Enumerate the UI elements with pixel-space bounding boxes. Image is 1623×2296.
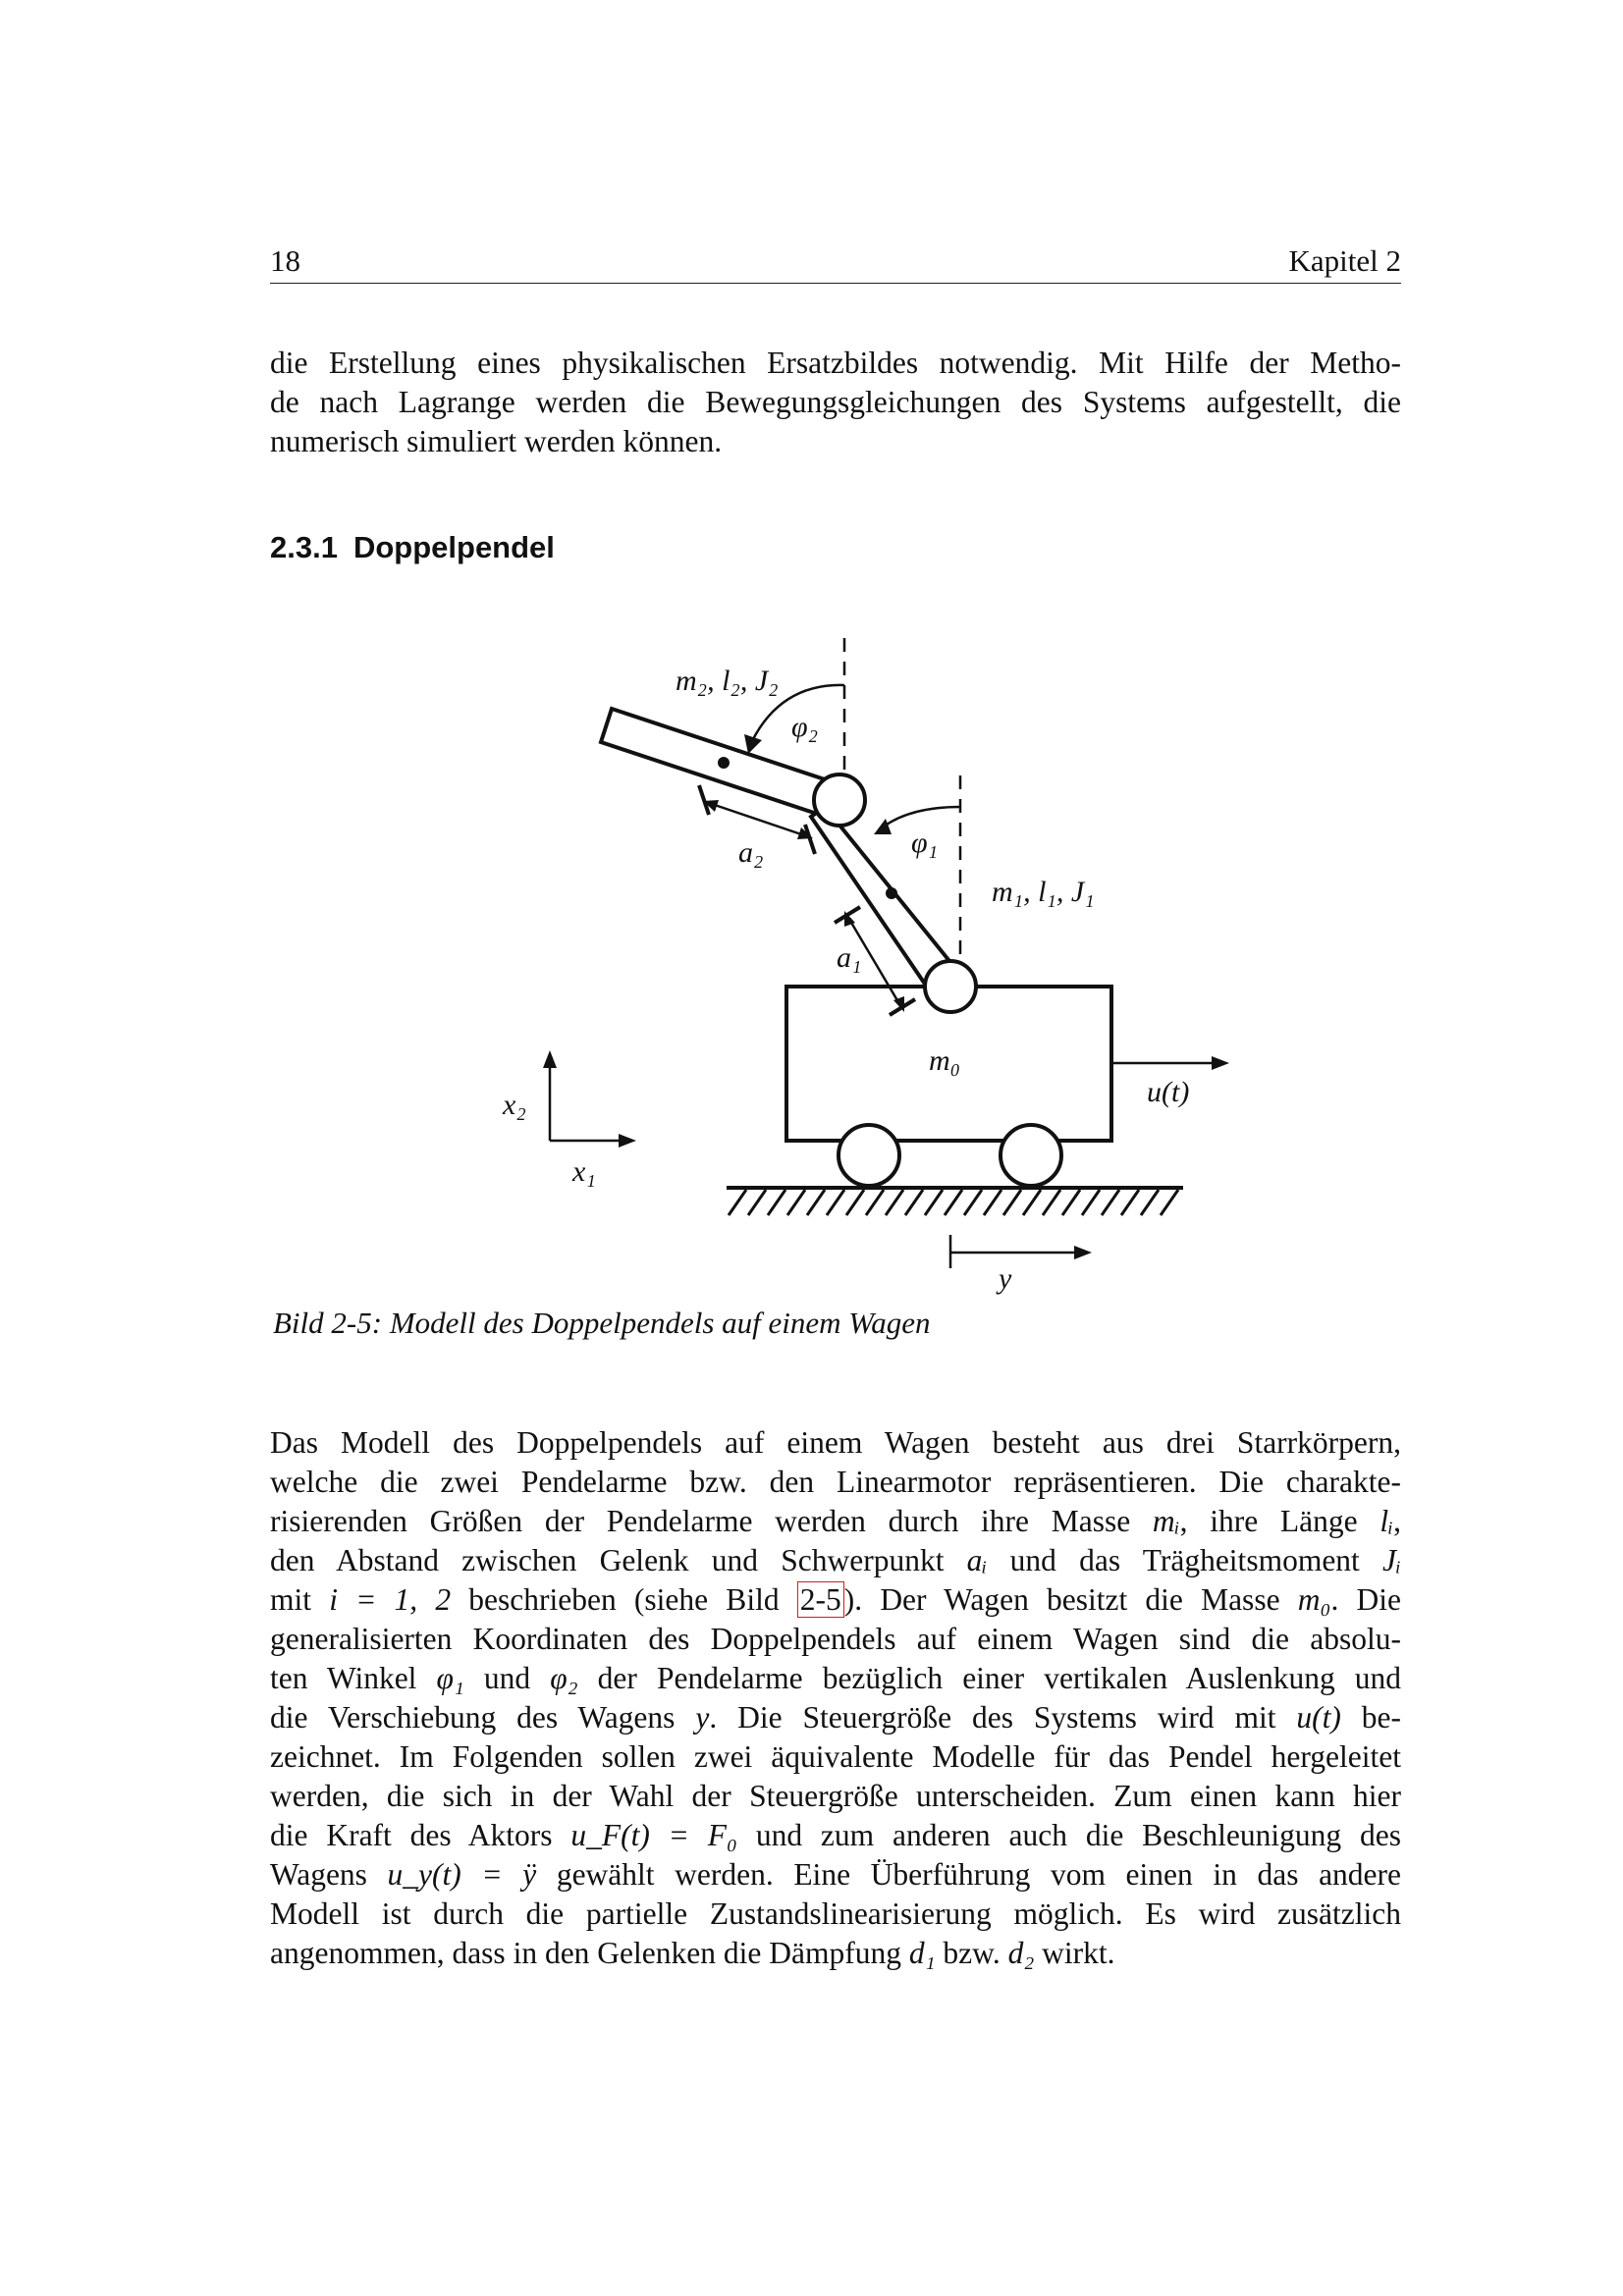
math-Ji: Jᵢ [1382,1543,1401,1577]
math-d1: d₁ [908,1936,936,1970]
arrowhead-icon [543,1050,557,1068]
label-x2: x₂ [503,1089,526,1121]
page-number: 18 [270,243,300,278]
caption-prefix: Bild 2-5 [273,1306,372,1340]
arrowhead-icon [1212,1056,1229,1070]
center-of-mass-2 [718,757,730,769]
math-phi2: φ₂ [550,1661,578,1695]
a2-tick-end [805,825,815,854]
math-li: lᵢ [1380,1504,1394,1538]
label-a2: a₂ [738,836,764,869]
intro-line: die Erstellung eines physikalischen Ersatzbildes notwendig. Mit Hilfe der Metho- [270,346,1401,380]
joint-1 [925,961,976,1012]
chapter-label: Kapitel 2 [1288,243,1401,278]
a2-dimension-line [709,803,807,836]
math-mi: mᵢ [1152,1504,1180,1538]
section-number: 2.3.1 [270,530,338,564]
label-u-t: u(t) [1147,1076,1190,1108]
body-line: werden, die sich in der Wahl der Steuergröße unterscheiden. Zum einen kann hier [270,1779,1401,1813]
arrowhead-icon [744,734,762,754]
intro-paragraph [270,344,1401,461]
math-phi1: φ₁ [436,1661,464,1695]
label-m1-l1-J1: m₁, l₁, J₁ [992,876,1095,908]
body-line: ten Winkel φ₁ und φ₂ der Pendelarme bezüglich einer vertikalen Auslenkung und [270,1661,1402,1695]
label-phi2: φ₂ [791,711,819,743]
double-pendulum-figure [422,623,1267,1310]
body-line: zeichnet. Im Folgenden sollen zwei äquivalente Modelle für das Pendel hergeleitet [270,1739,1401,1774]
arrowhead-icon [1074,1246,1092,1259]
label-x1: x₁ [572,1155,596,1188]
page-header [270,243,1401,284]
body-paragraph [270,1423,1401,1973]
math-uF: u_F(t) = F₀ [570,1818,737,1852]
section-title-text: Doppelpendel [352,530,555,564]
intro-line: de nach Lagrange werden die Bewegungsgleichungen des Systems aufgestellt, die [270,385,1401,419]
body-line: risierenden Größen der Pendelarme werden durch ihre Masse mᵢ, ihre Länge lᵢ, [270,1504,1401,1538]
body-line: Modell ist durch die partielle Zustandslinearisierung möglich. Es wird zusätzlich [270,1896,1401,1931]
label-y: y [999,1262,1012,1295]
math-ai: aᵢ [966,1543,988,1577]
body-line: die Verschiebung des Wagens y. Die Steuergröße des Systems wird mit u(t) be- [270,1700,1401,1735]
label-m2-l2-J2: m₂, l₂, J₂ [676,665,779,697]
label-m0: m₀ [929,1044,961,1077]
body-line: mit i = 1, 2 beschrieben (siehe Bild 2-5). Der Wagen besitzt die Masse m₀. Die [270,1582,1401,1617]
math-ut: u(t) [1296,1700,1341,1735]
math-d2: d₂ [1007,1936,1035,1970]
label-a1: a₁ [837,941,862,974]
a2-tick-start [699,785,709,815]
body-line: den Abstand zwischen Gelenk und Schwerpunkt aᵢ und das Trägheitsmoment Jᵢ [270,1543,1401,1577]
body-line: welche die zwei Pendelarme bzw. den Linearmotor repräsentieren. Die charakte- [270,1465,1401,1499]
figure-reference-link[interactable]: 2-5 [797,1581,844,1618]
math-i: i = 1, 2 [329,1582,452,1617]
arrowhead-icon [619,1134,636,1148]
body-line: die Kraft des Aktors u_F(t) = F₀ und zum anderen auch die Beschleunigung des [270,1818,1401,1852]
caption-text: : Modell des Doppelpendels auf einem Wagen [371,1306,931,1340]
body-line: Das Modell des Doppelpendels auf einem Wagen besteht aus drei Starrkörpern, [270,1425,1401,1460]
math-y: y [695,1700,710,1735]
label-phi1: φ₁ [911,827,939,859]
wheel-right [1001,1125,1061,1186]
joint-2 [814,774,865,826]
figure-caption [273,1306,931,1341]
math-m0: m₀ [1297,1582,1331,1617]
section-title [270,530,555,565]
body-line: generalisierten Koordinaten des Doppelpendels auf einem Wagen sind die absolu- [270,1622,1401,1656]
wheel-left [839,1125,899,1186]
angle-arc-phi1 [884,807,960,827]
ground-hatching [729,1190,1178,1215]
arrowhead-icon [874,819,892,834]
figure-svg [422,623,1267,1310]
body-line: angenommen, dass in den Gelenken die Dämpfung d₁ bzw. d₂ wirkt. [270,1936,1115,1970]
body-line: Wagens u_y(t) = ÿ gewählt werden. Eine Überführung vom einen in das andere [270,1857,1402,1892]
math-uy: u_y(t) = ÿ [387,1857,537,1892]
center-of-mass-1 [886,887,897,899]
intro-line: numerisch simuliert werden können. [270,424,723,458]
